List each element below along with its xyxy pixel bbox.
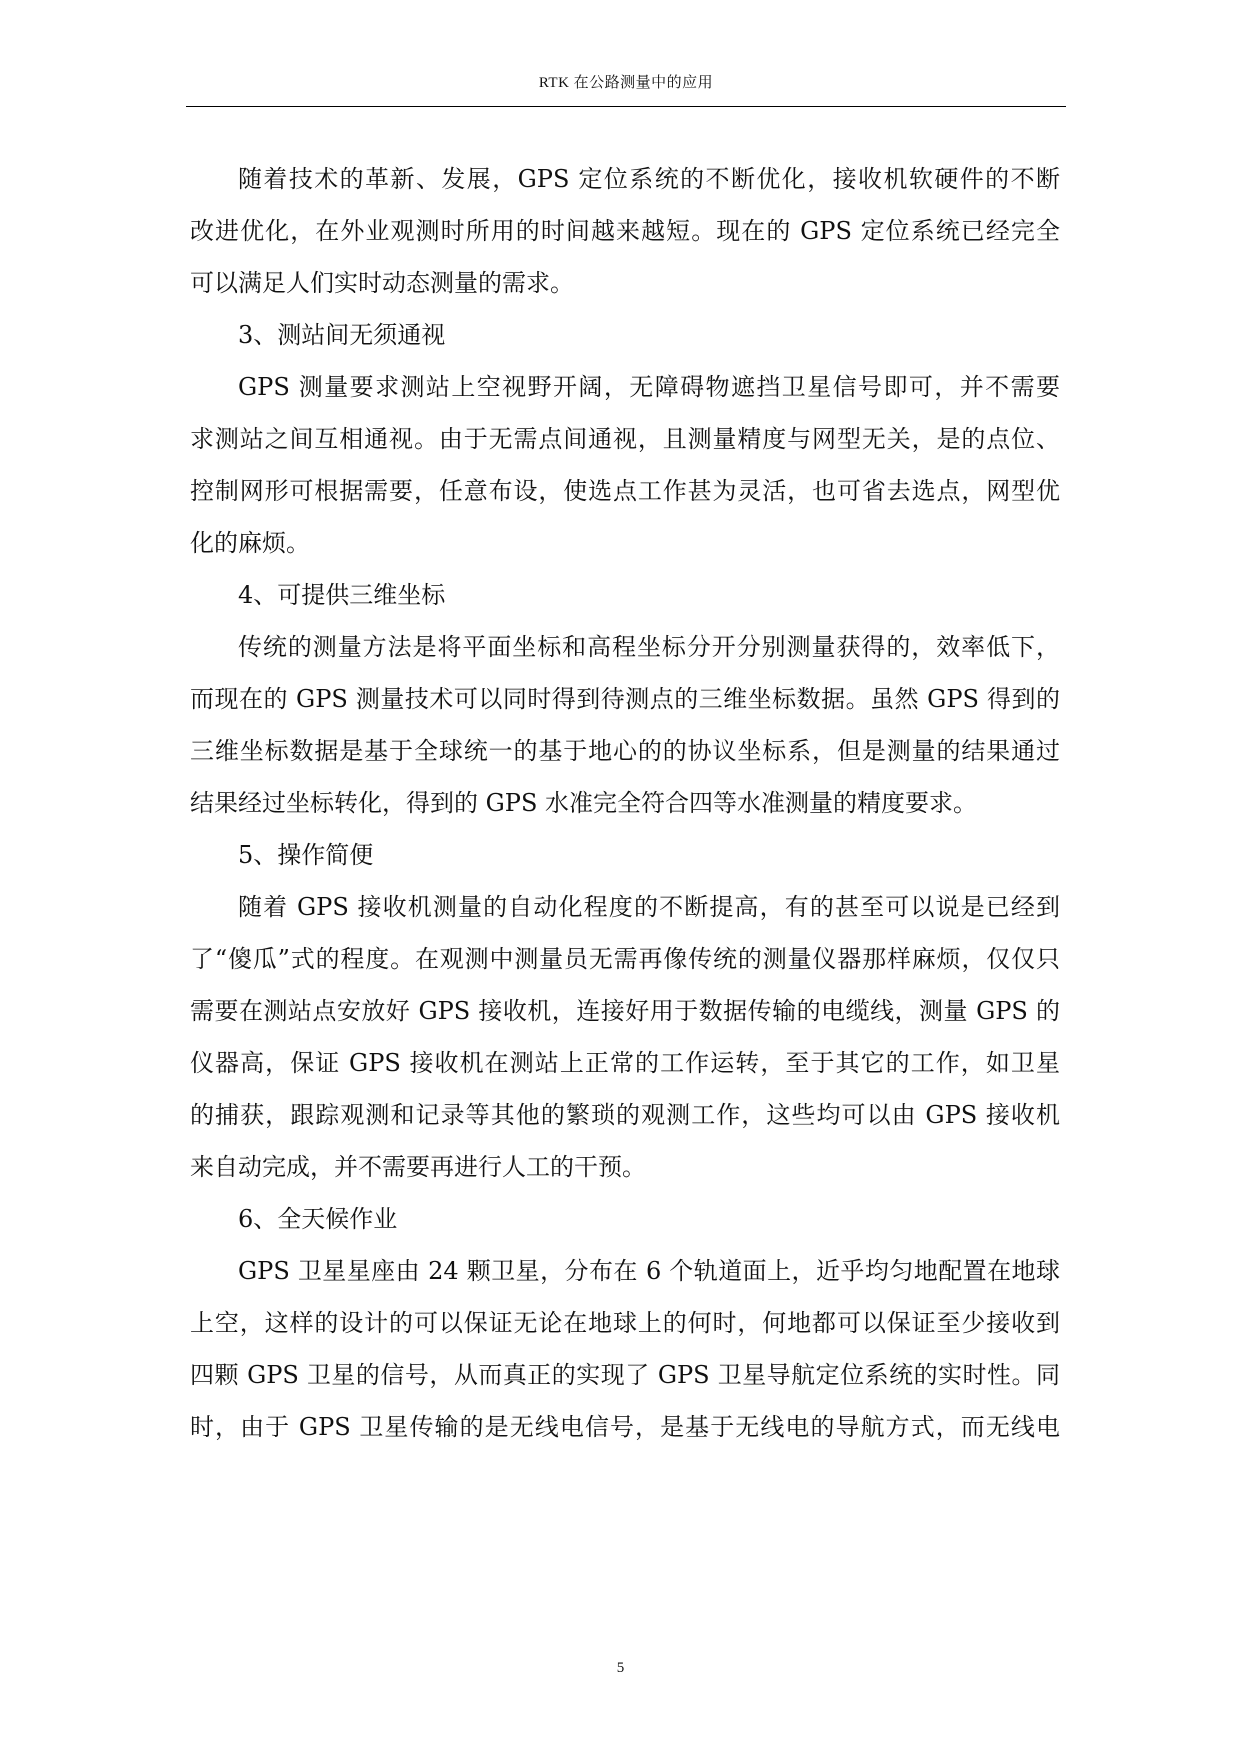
text-line: 5、操作简便 [238, 841, 374, 869]
text-line: 化的麻烦。 [190, 529, 310, 557]
text-line: 了“傻瓜”式的程度。在观测中测量员无需再像传统的测量仪器那样麻烦，仅仅只 [190, 945, 1060, 973]
text-line: GPS 卫星星座由 24 颗卫星，分布在 6 个轨道面上，近乎均匀地配置在地球 [238, 1257, 1060, 1285]
text-line: 随着 GPS 接收机测量的自动化程度的不断提高，有的甚至可以说是已经到 [238, 893, 1060, 921]
text-line: 改进优化，在外业观测时所用的时间越来越短。现在的 GPS 定位系统已经完全 [190, 217, 1060, 245]
text-line: 求测站之间互相通视。由于无需点间通视，且测量精度与网型无关，是的点位、 [190, 425, 1060, 453]
text-line: 来自动完成，并不需要再进行人工的干预。 [190, 1153, 646, 1181]
text-line: 结果经过坐标转化，得到的 GPS 水准完全符合四等水准测量的精度要求。 [190, 789, 978, 817]
page-number: 5 [616, 1660, 625, 1676]
text-line: 随着技术的革新、发展，GPS 定位系统的不断优化，接收机软硬件的不断 [238, 165, 1060, 193]
text-line: 6、全天候作业 [238, 1205, 398, 1233]
text-line: 上空，这样的设计的可以保证无论在地球上的何时，何地都可以保证至少接收到 [190, 1309, 1060, 1337]
text-line: 仪器高，保证 GPS 接收机在测站上正常的工作运转，至于其它的工作，如卫星 [190, 1049, 1060, 1077]
text-line: 时，由于 GPS 卫星传输的是无线电信号，是基于无线电的导航方式，而无线电 [190, 1413, 1060, 1441]
text-line: 四颗 GPS 卫星的信号，从而真正的实现了 GPS 卫星导航定位系统的实时性。同 [190, 1361, 1060, 1389]
header-divider [186, 106, 1066, 107]
text-line: 可以满足人们实时动态测量的需求。 [190, 269, 574, 297]
text-line: 三维坐标数据是基于全球统一的基于地心的的协议坐标系，但是测量的结果通过 [190, 737, 1060, 765]
text-line: 控制网形可根据需要，任意布设，使选点工作甚为灵活，也可省去选点，网型优 [190, 477, 1060, 505]
running-header: RTK 在公路测量中的应用 [538, 75, 714, 91]
text-line: 传统的测量方法是将平面坐标和高程坐标分开分别测量获得的，效率低下， [238, 633, 1060, 661]
text-line: 的捕获，跟踪观测和记录等其他的繁琐的观测工作，这些均可以由 GPS 接收机 [190, 1101, 1060, 1129]
text-line: GPS 测量要求测站上空视野开阔，无障碍物遮挡卫星信号即可，并不需要 [238, 373, 1060, 401]
text-line: 而现在的 GPS 测量技术可以同时得到待测点的三维坐标数据。虽然 GPS 得到的 [190, 685, 1060, 713]
text-line: 需要在测站点安放好 GPS 接收机，连接好用于数据传输的电缆线，测量 GPS 的 [190, 997, 1060, 1025]
text-line: 3、测站间无须通视 [238, 321, 446, 349]
document-body [190, 153, 1060, 1453]
text-line: 4、可提供三维坐标 [238, 581, 446, 609]
